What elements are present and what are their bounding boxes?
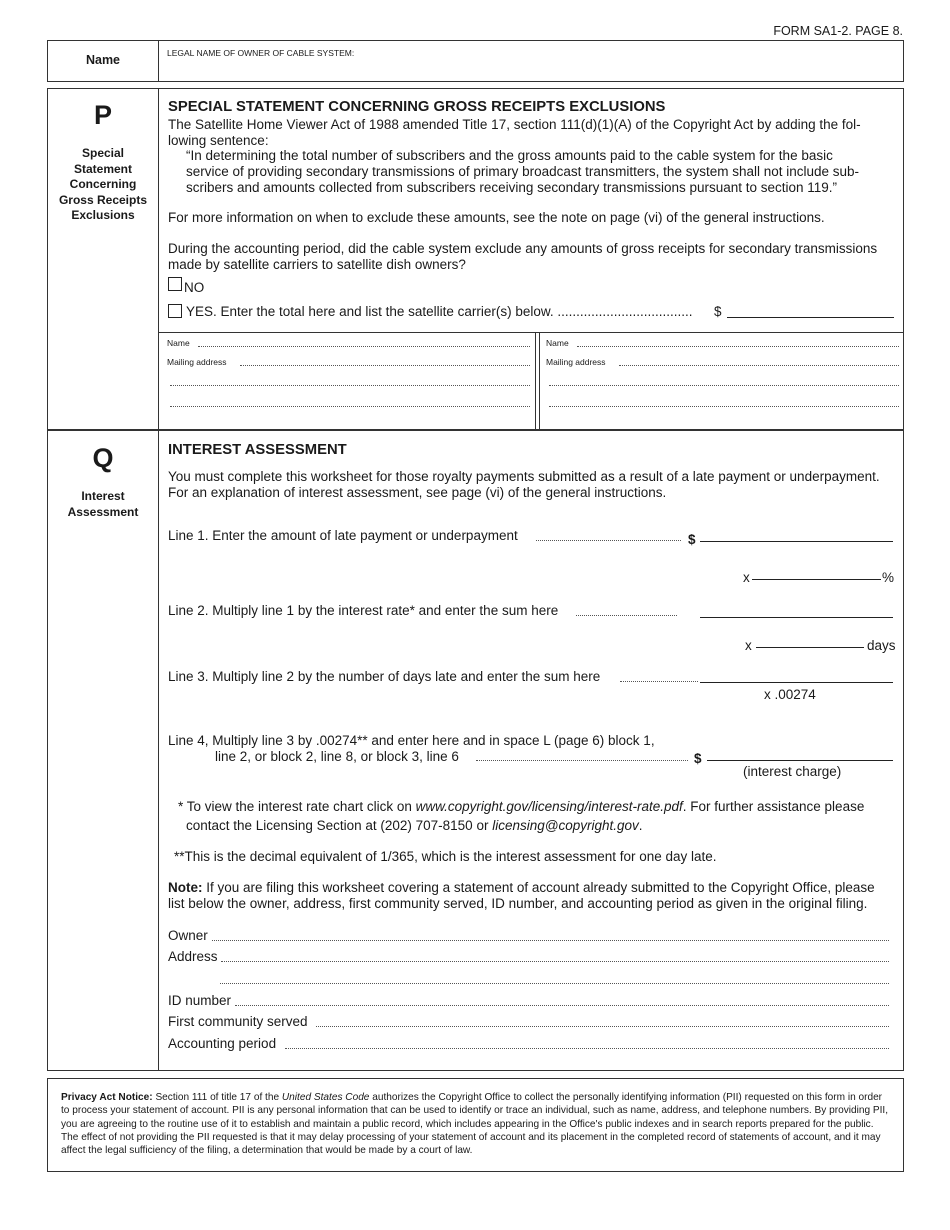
carrier-address-line-2[interactable] [170,385,530,386]
carrier-address-field[interactable] [240,365,530,366]
address-label: Address [168,949,218,964]
note-paragraph: Note: If you are filing this worksheet covering a statement of account already submitted to the Copyright Office, please list below the owner, address, first community served, ID number, and accounting period as given in the original filing. [168,880,875,911]
section-q-box [47,430,904,1071]
yes-dollar-sign: $ [714,304,722,319]
legal-name-label: LEGAL NAME OF OWNER OF CABLE SYSTEM: [167,48,355,58]
days-label: days [867,638,896,653]
section-p-letter: P [93,100,112,130]
line-4-label: Line 4, Multiply line 3 by .00274** and enter here and in space L (page 6) block 1, [168,733,655,748]
line-3-amount-field[interactable] [700,682,893,683]
section-q-letter: Q [92,443,114,473]
section-p-title: SPECIAL STATEMENT CONCERNING GROSS RECEIPTS EXCLUSIONS [168,99,666,115]
carrier-address-line-3[interactable] [549,406,899,407]
line-4-dollar: $ [694,751,702,766]
section-q-title: INTEREST ASSESSMENT [168,442,347,458]
first-community-field[interactable] [316,1026,889,1027]
carrier-address-line-3[interactable] [170,406,530,407]
interest-charge-label: (interest charge) [743,764,842,779]
excluded-amount-field[interactable] [727,317,894,318]
line-2-label: Line 2. Multiply line 1 by the interest rate* and enter the sum here [168,603,559,618]
interest-rate-field[interactable] [752,579,881,580]
footnote-1: * To view the interest rate chart click on www.copyright.gov/licensing/interest-rate.pdf. For further assistance please [178,799,865,814]
id-number-label: ID number [168,993,232,1008]
carrier-name-field[interactable] [577,346,899,347]
carrier-address-line-2[interactable] [549,385,899,386]
line-1-dollar: $ [688,532,696,547]
line-2-amount-field[interactable] [700,617,893,618]
section-p-quote: “In determining the total number of subscribers and the gross amounts paid to the cable system for the basic service of providing secondary transmissions of primary broadcast transmitters, the system shall not include sub- scribers and amounts collected from subscribers receiving secondary transmissions pursuant to section 119.” [186,148,860,195]
line-1-amount-field[interactable] [700,541,893,542]
carrier-name-label: Name [167,338,190,348]
section-p-intro: The Satellite Home Viewer Act of 1988 amended Title 17, section 111(d)(1)(A) of the Copyright Act by adding the fol- lowing sentence: [168,117,861,148]
interest-rate-link[interactable]: www.copyright.gov/licensing/interest-rate.pdf [415,799,683,814]
carrier-address-label: Mailing address [546,357,606,367]
licensing-email-link[interactable]: licensing@copyright.gov [492,818,639,833]
privacy-notice: Privacy Act Notice: Section 111 of title 17 of the United States Code authorizes the Copyright Office to collect the personally identifying information (PII) requested on this form in order to process your statement of account. PII is any personal information that can be used to identify or trace an individual, such as name, address, and telephone numbers. By providing PII, you are agreeing to the routine use of it to establish and maintain a public record, which includes appearing in the Office's public indexes and in search reports prepared for the public. The effect of not providing the PII requested is that it may delay processing of your statement of account and its placement in the completed record of statements of account, and it may affect the legal sufficiency of the filing, a determination that would be made by a court of law. [61,1092,889,1157]
line-4-interest-field[interactable] [707,760,893,761]
first-community-label: First community served [168,1014,308,1029]
yes-checkbox[interactable] [168,304,182,318]
no-checkbox[interactable] [168,277,182,291]
owner-label: Owner [168,928,208,943]
days-x-label: x [745,638,752,653]
owner-field[interactable] [212,940,889,941]
carrier-address-field[interactable] [619,365,899,366]
form-page-label: FORM SA1-2. PAGE 8. [773,24,903,38]
carrier-entry-right [539,333,904,429]
id-number-field[interactable] [235,1005,889,1006]
rate-x-label: x [743,570,750,585]
carrier-address-label: Mailing address [167,357,227,367]
section-p-question: During the accounting period, did the cable system exclude any amounts of gross receipts for secondary transmissions made by satellite carriers to satellite dish owners? [168,241,878,272]
address-line-2-field[interactable] [220,983,889,984]
address-field[interactable] [221,961,889,962]
accounting-period-field[interactable] [285,1048,889,1049]
carrier-entry-left [158,333,535,429]
footnote-2: **This is the decimal equivalent of 1/365, which is the interest assessment for one day late. [174,849,717,864]
section-q-side-label: Interest Assessment [67,489,139,519]
section-p-side-label: Special Statement Concerning Gross Receipts Exclusions [58,146,148,222]
multiplier-label: x .00274 [764,687,816,702]
legal-name-field[interactable] [160,60,902,80]
carrier-name-field[interactable] [198,346,530,347]
no-label: NO [184,280,205,295]
section-q-intro: You must complete this worksheet for those royalty payments submitted as a result of a late payment or underpayment. For an explanation of interest assessment, see page (vi) of the general instructions. [168,469,880,500]
line-3-label: Line 3. Multiply line 2 by the number of days late and enter the sum here [168,669,601,684]
accounting-period-label: Accounting period [168,1036,277,1051]
line-1-label: Line 1. Enter the amount of late payment or underpayment [168,528,518,543]
section-p-more-info: For more information on when to exclude these amounts, see the note on page (vi) of the general instructions. [168,210,825,225]
yes-label: YES. Enter the total here and list the satellite carrier(s) below. .................................... [186,304,693,319]
carrier-name-label: Name [546,338,569,348]
name-label: Name [85,53,121,67]
days-late-field[interactable] [756,647,864,648]
percent-label: % [882,570,895,585]
footnote-1-cont: contact the Licensing Section at (202) 707-8150 or licensing@copyright.gov. [186,818,643,833]
line-4-label-cont: line 2, or block 2, line 8, or block 3, line 6 [215,749,459,764]
